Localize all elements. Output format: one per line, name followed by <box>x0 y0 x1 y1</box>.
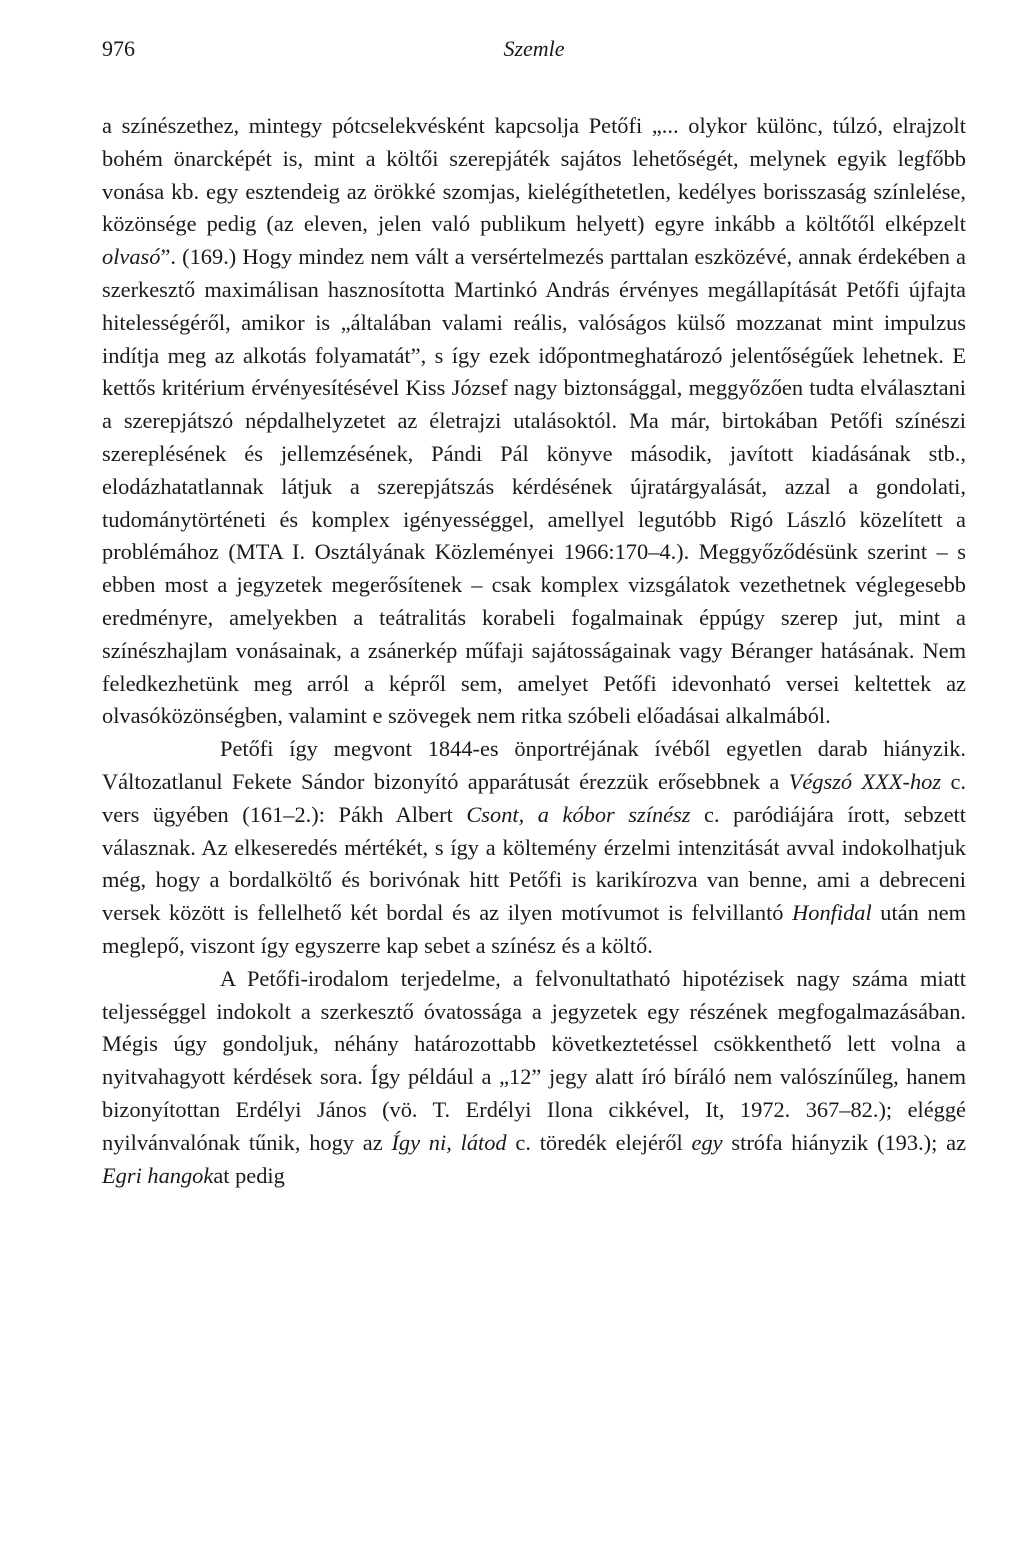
text-run: ”. (169.) Hogy mindez nem vált a versértelmezés parttalan eszközévé, annak érdekében a szerkesztő maximálisan hasznosította Martinkó András érvényes megállapítását Petőfi újfajta hitelességéről, amikor is „általában valami reális, valóságos külső mozzanat mint impulzus indítja meg az alkotás folyamatát”, s így ezek időpontmeghatározó jelentőségűek lehetnek. E kettős kritérium érvényesítésével Kiss József nagy biztonsággal, meggyőzően tudta elválasztani a szerepjátszó népdalhelyzetet az életrajzi utalásoktól. Ma már, birtokában Petőfi színészi szereplésének és jellemzésének, Pándi Pál könyve második, javított kiadásának stb., elodázhatatlannak látjuk a szerepjátszás kérdésének újratárgyalását, azzal a gondolati, tudománytörténeti és komplex igényességgel, amellyel legutóbb Rigó László közelített a problémához (MTA I. Osztályának Közleményei 1966:170–4.). Meggyőződésünk szerint – s ebben most a jegyzetek megerősítenek – csak komplex vizsgálatok vezethetnek véglegesebb eredményre, amelyekben a teátralitás korabeli fogalmainak éppúgy szerep jut, mint a színészhajlam vonásainak, a zsánerkép műfaji sajátosságainak vagy Béranger hatásának. Nem feledkezhetünk meg arról a képről sem, amelyet Petőfi idevonható versei keltettek az olvasóközönségben, valamint e szövegek nem ritka szóbeli előadásai alkalmából. <box>102 244 966 729</box>
page-header <box>102 36 966 66</box>
text-run: után nem meglepő, viszont így egyszerre kap sebet a színész és a költő. <box>102 900 967 958</box>
text-run: strófa hiányzik (193.); az <box>722 1129 967 1155</box>
text-run: Petőfi így megvont 1844-es önportréjának ívéből egyetlen darab hiányzik. Változatlanul Fekete Sándor bizonyító apparátusát érezzük erősebbnek a <box>102 736 966 794</box>
italic-run: Végszó XXX-hoz <box>788 768 942 794</box>
italic-run: Egri hangok <box>102 1162 214 1188</box>
text-run: A Petőfi-irodalom terjedelme, a felvonultatható hipotézisek nagy száma miatt teljességgel indokolt a szerkesztő óvatossága a jegyzetek egy részének megfogalmazásában. Mégis úgy gondoljuk, néhány határozottabb következtetéssel csökkenthető lett volna a nyitvahagyott kérdések sora. Így például a „12” jegy alatt író bíráló nem valószínűleg, hanem bizonyítottan Erdélyi János (vö. T. Erdélyi Ilona cikkével, It, 1972. 367–82.); eléggé nyilvánvalónak tűnik, hogy az <box>102 965 966 1155</box>
paragraph-1 <box>102 110 966 733</box>
italic-run: Csont, a kóbor színész <box>466 801 691 827</box>
text-run: a színészethez, mintegy pótcselekvésként kapcsolja Petőfi „... olykor különc, túlzó, elrajzolt bohém önarcképét is, mint a költői szerepjáték sajátos lehetőségét, melynek egyik legfőbb vonása kb. egy esztendeig az örökké szomjas, kielégíthetetlen, kedélyes borisszaság színlelése, közönsége pedig (az eleven, jelen való publikum helyett) egyre inkább a költőtől elképzelt <box>102 113 966 237</box>
paragraph-2 <box>102 733 966 963</box>
italic-run: Honfidal <box>792 900 872 926</box>
page-number: 976 <box>102 36 135 61</box>
text-run: c. töredék elejéről <box>506 1129 692 1155</box>
text-run: at pedig <box>213 1162 285 1188</box>
paragraph-3 <box>102 963 966 1193</box>
italic-run: Így ni, látod <box>391 1129 507 1155</box>
italic-run: olvasó <box>102 244 161 270</box>
text-run: c. paródiájára írott, sebzett válasznak. Az elkeseredés mértékét, s így a költemény érzelmi intenzitását avval indokolhatjuk még, hogy a bordalköltő és borivónak hitt Petőfi is karikírozva van benne, ami a debreceni versek között is fellelhető két bordal és az ilyen motívumot is felvillantó <box>102 801 966 926</box>
article-body <box>102 110 966 1192</box>
running-head: Szemle <box>503 36 565 61</box>
italic-run: egy <box>691 1129 723 1155</box>
text-run: c. vers ügyében (161–2.): Pákh Albert <box>102 768 966 827</box>
